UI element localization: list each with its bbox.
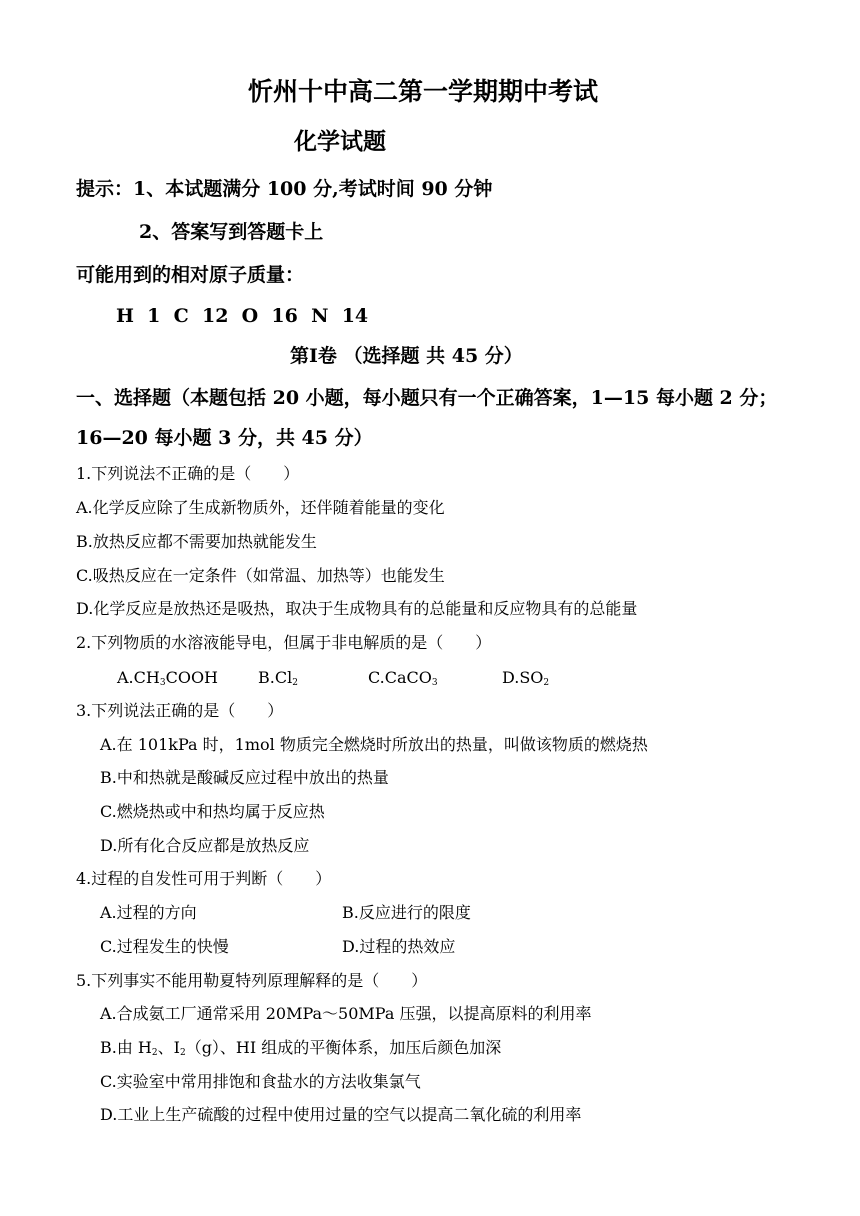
q4-option-c: C.过程发生的快慢 [100,937,229,956]
q3-option-b: B.中和热就是酸碱反应过程中放出的热量 [100,768,389,787]
atomic-mass-label: 可能用到的相对原子质量： [76,264,305,286]
exam-title: 忻州十中高二第一学期期中考试 [248,77,599,106]
part-heading-line-1: 一、选择题（本题包括 20 小题，每小题只有一个正确答案，1—15 每小题 2 分； [76,387,778,409]
exam-subtitle: 化学试题 [294,128,386,155]
q2-stem: 2.下列物质的水溶液能导电，但属于非电解质的是（ ） [76,633,492,652]
q1-stem: 1.下列说法不正确的是（ ） [76,464,300,483]
q2-option-b: $B.Cl_2$ [258,668,298,688]
q5-option-b: B.由 $H_2$、$I_2(g)$、HI 组成的平衡体系，加压后颜色加深 [100,1038,502,1058]
q3-option-d: D.所有化合反应都是放热反应 [100,836,310,855]
q4-stem: 4.过程的自发性可用于判断（ ） [76,869,332,888]
q4-option-b: B.反应进行的限度 [342,903,471,922]
q4-option-a: A.过程的方向 [100,903,197,922]
q2-option-c: C.CaCO$_3$ [368,668,438,688]
section-title: 第Ⅰ卷 （选择题 共 45 分） [290,345,523,367]
q3-option-c: C.燃烧热或中和热均属于反应热 [100,802,325,821]
part-heading-line-2: 16—20 每小题 3 分，共 45 分） [76,427,373,449]
q5-stem: 5.下列事实不能用勒夏特列原理解释的是（ ） [76,971,428,990]
q5-option-a: A.合成氨工厂通常采用 20MPa～50MPa 压强，以提高原料的利用率 [100,1004,592,1023]
q2-option-d: $D.SO_2$ [502,668,550,688]
q1-option-c: C.吸热反应在一定条件（如常温、加热等）也能发生 [76,566,445,585]
q5-option-d: D.工业上生产硫酸的过程中使用过量的空气以提高二氧化硫的利用率 [100,1105,582,1124]
notice-line-2: 2、答案写到答题卡上 [139,221,324,243]
q3-option-a: A.在 101kPa 时，1mol 物质完全燃烧时所放出的热量，叫做该物质的燃烧热 [100,735,648,754]
q1-option-d: D.化学反应是放热还是吸热，取决于生成物具有的总能量和反应物具有的总能量 [76,599,638,618]
atomic-mass-values: H 1 C 12 O 16 N 14 [116,305,369,327]
q4-option-d: D.过程的热效应 [342,937,456,956]
q5-option-c: C.实验室中常用排饱和食盐水的方法收集氯气 [100,1072,421,1091]
q1-option-a: A.化学反应除了生成新物质外，还伴随着能量的变化 [76,498,445,517]
notice-line-1: 提示：1、本试题满分 100 分,考试时间 90 分钟 [76,178,493,200]
q1-option-b: B.放热反应都不需要加热就能发生 [76,532,317,551]
q3-stem: 3.下列说法正确的是（ ） [76,701,284,720]
q2-option-a: $A.CH_3COOH$ [117,668,219,688]
